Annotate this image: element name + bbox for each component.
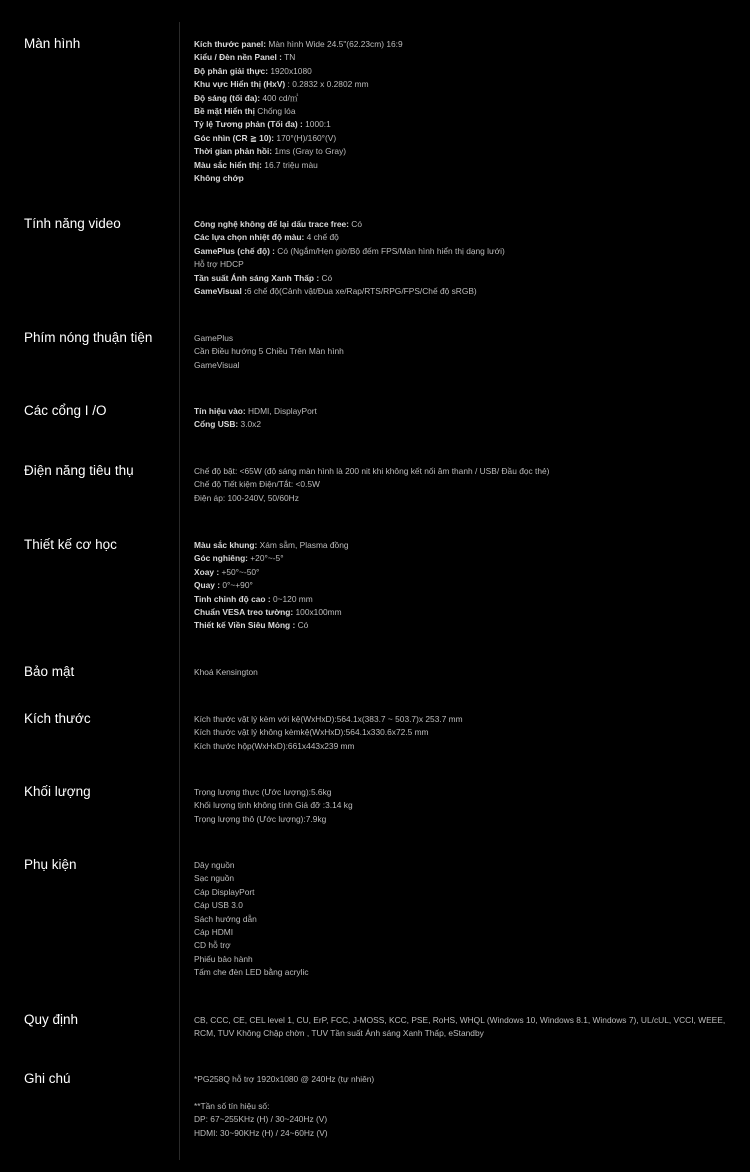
spec-value: Sạc nguồn (194, 873, 235, 884)
spec-value: GamePlus (194, 333, 234, 343)
section-heading: Điện năng tiêu thụ (24, 463, 134, 478)
spec-value: Cáp USB 3.0 (194, 900, 243, 911)
spec-line (194, 405, 740, 418)
spec-line (194, 145, 740, 158)
section-heading: Bảo mật (24, 664, 75, 679)
spec-value: Có (348, 219, 363, 229)
spec-value: : 0.2832 x 0.2802 mm (285, 79, 369, 90)
spec-value: Chế độ Tiết kiệm Điện/Tắt: <0.5W (194, 479, 320, 490)
section-content (194, 859, 740, 980)
spec-value: *PG258Q hỗ trợ 1920x1080 @ 240Hz (tự nhiên) (194, 1074, 375, 1084)
spec-line (194, 38, 740, 51)
spec-line (194, 1073, 740, 1086)
spec-value: 6 chế độ(Cảnh vật/Đua xe/Rap/RTS/RPG/FPS/Chế độ sRGB) (246, 286, 477, 297)
spec-value: Cần Điều hướng 5 Chiều Trên Màn hình (194, 346, 344, 357)
spec-value: CB, CCC, CE, CEL level 1, CU, ErP, FCC, J-MOSS, KCC, PSE, RoHS, WHQL (Windows 10, Windows 8.1, Windows 7), UL/cUL, VCCI, WEEE, RCM, TUV Không Chập chờn , TUV Tần suất Ánh sáng Xanh Thấp, eStandby (194, 1015, 726, 1039)
spec-line (194, 899, 740, 912)
spec-line (194, 332, 740, 345)
spec-value: Tấm che đèn LED bằng acrylic (194, 967, 309, 978)
section-content (194, 1073, 740, 1140)
spec-line (194, 913, 740, 926)
spec-label: Tỷ lệ Tương phản (Tối đa) : (194, 119, 303, 130)
spec-line (194, 939, 740, 952)
spec-value: +50°~-50° (219, 566, 260, 577)
spec-value: Cáp HDMI (194, 927, 234, 938)
spec-line (194, 966, 740, 979)
spec-line (194, 726, 740, 739)
spec-value: Dây nguồn (194, 860, 235, 870)
spec-line (194, 231, 740, 244)
spec-label: Chuẩn VESA treo tường: (194, 607, 294, 618)
section-content (194, 666, 740, 679)
spec-line (194, 492, 740, 505)
spec-value: 1ms (Gray to Gray) (272, 146, 347, 157)
section-heading: Thiết kế cơ học (24, 537, 117, 552)
spec-line (194, 478, 740, 491)
spec-line (194, 258, 740, 271)
spec-line (194, 619, 740, 632)
spec-value: 400 cd/㎡ (260, 92, 299, 103)
spec-line (194, 926, 740, 939)
spec-value: Có (319, 272, 333, 283)
spec-value: **Tần số tín hiệu số: (194, 1100, 270, 1111)
spec-value: Kích thước vật lý không kèmkệ(WxHxD):564.1x330.6x72.5 mm (194, 727, 429, 738)
spec-label: Công nghệ không để lại dấu trace free: (194, 219, 349, 229)
spec-value: Kích thước hộp(WxHxD):661x443x239 mm (194, 740, 355, 751)
spec-value: 16.7 triệu màu (261, 159, 318, 170)
spec-label: Khu vực Hiển thị (HxV) (194, 79, 286, 90)
spec-label: Thiết kế Viền Siêu Mỏng : (194, 620, 296, 631)
spec-line (194, 132, 740, 145)
section-content (194, 1014, 740, 1041)
spec-value: Có (Ngắm/Hẹn giờ/Bộ đếm FPS/Màn hình hiển thị dạng lưới) (274, 245, 505, 256)
spec-label: Kiểu / Đèn nền Panel : (194, 52, 282, 63)
section-content (194, 405, 740, 432)
spec-label: Không chớp (194, 173, 244, 184)
spec-line (194, 566, 740, 579)
spec-value: Hỗ trợ HDCP (194, 259, 244, 270)
spec-value: 1000:1 (302, 119, 331, 130)
spec-value: 3.0x2 (238, 419, 262, 430)
spec-line (194, 1127, 740, 1140)
spec-value: DP: 67~255KHz (H) / 30~240Hz (V) (194, 1114, 328, 1125)
spec-line (194, 813, 740, 826)
spec-line (194, 859, 740, 872)
spec-label: GamePlus (chế độ) : (194, 245, 275, 256)
spec-label: Màu sắc hiển thị: (194, 159, 262, 170)
spec-line (194, 606, 740, 619)
section-content (194, 465, 740, 505)
spec-label: Quay : (194, 580, 221, 591)
spec-line (194, 1014, 740, 1041)
spec-value: CD hỗ trợ (194, 940, 231, 951)
spec-line (194, 418, 740, 431)
spec-label: Độ phân giải thực: (194, 65, 268, 76)
spec-line (194, 786, 740, 799)
spec-value: Màn hình Wide 24.5"(62.23cm) 16:9 (266, 39, 403, 49)
spec-label: Góc nghiêng: (194, 553, 248, 564)
spec-value: GameVisual (194, 359, 240, 370)
spec-label: Tinh chỉnh độ cao : (194, 593, 271, 604)
spec-label: Độ sáng (tối đa): (194, 92, 261, 103)
spec-line (194, 539, 740, 552)
spec-line (194, 92, 740, 105)
spec-value: 0~120 mm (270, 593, 313, 604)
spec-value: Khối lượng tịnh không tính Giá đỡ :3.14 kg (194, 800, 353, 811)
spec-value: Xám sẫm, Plasma đồng (257, 540, 349, 550)
column-divider (179, 22, 180, 1160)
section-heading: Các cổng I /O (24, 403, 107, 418)
section-heading: Tính năng video (24, 216, 121, 231)
spec-line (194, 118, 740, 131)
spec-value: 170°(H)/160°(V) (274, 132, 337, 143)
section-heading: Kích thước (24, 711, 91, 726)
section-heading: Quy định (24, 1012, 79, 1027)
spec-line (194, 465, 740, 478)
section-content (194, 332, 740, 372)
spec-label: GameVisual : (194, 286, 247, 297)
spec-value: HDMI: 30~90KHz (H) / 24~60Hz (V) (194, 1127, 328, 1138)
spec-line (194, 245, 740, 258)
section-heading: Phụ kiện (24, 857, 77, 872)
section-content (194, 539, 740, 633)
spec-value: 100x100mm (293, 607, 342, 618)
section-heading: Màn hình (24, 36, 81, 51)
spec-value: Phiếu bảo hành (194, 953, 253, 964)
spec-line (194, 1113, 740, 1126)
section-content (194, 713, 740, 753)
spec-line (194, 799, 740, 812)
spec-label: Tần suất Ánh sáng Xanh Thấp : (194, 272, 320, 283)
spec-label: Góc nhìn (CR ≧ 10): (194, 132, 275, 143)
spec-value: Điện áp: 100-240V, 50/60Hz (194, 492, 299, 503)
spec-value: 4 chế độ (304, 232, 339, 243)
spec-line (194, 1100, 740, 1113)
spec-line (194, 872, 740, 885)
spec-line (194, 740, 740, 753)
spec-label: Các lựa chọn nhiệt độ màu: (194, 232, 305, 243)
spec-line (194, 172, 740, 185)
spec-value: Trọng lượng thực (Ước lượng):5.6kg (194, 787, 332, 797)
spec-line (194, 105, 740, 118)
spec-label: Tín hiệu vào: (194, 406, 246, 416)
spec-line (194, 272, 740, 285)
spec-label: Thời gian phản hồi: (194, 146, 273, 157)
spec-line (194, 65, 740, 78)
spec-value: Kích thước vật lý kèm với kệ(WxHxD):564.1x(383.7 ~ 503.7)x 253.7 mm (194, 714, 463, 724)
section-content (194, 786, 740, 826)
spec-value: 0°~+90° (220, 580, 253, 591)
spec-line (194, 359, 740, 372)
spec-line (194, 552, 740, 565)
spec-value: TN (281, 52, 296, 63)
spec-label: Xoay : (194, 566, 220, 577)
section-content (194, 38, 740, 185)
spec-line (194, 666, 740, 679)
section-content (194, 218, 740, 298)
spec-line (194, 593, 740, 606)
spec-line (194, 345, 740, 358)
section-heading: Khối lượng (24, 784, 91, 799)
spec-value: Sách hướng dẫn (194, 913, 257, 924)
spec-value: Chế độ bật: <65W (độ sáng màn hình là 200 nit khi không kết nối âm thanh / USB/ Đầu đọc thẻ) (194, 466, 550, 476)
spec-line (194, 713, 740, 726)
spec-line (194, 886, 740, 899)
spec-label: Bề mặt Hiển thị (194, 106, 255, 117)
spec-value: 1920x1080 (268, 65, 312, 76)
spec-line (194, 953, 740, 966)
spec-line (194, 579, 740, 592)
spec-line (194, 51, 740, 64)
spec-value: Khoá Kensington (194, 667, 258, 677)
spec-label: Kích thước panel: (194, 39, 267, 49)
spec-line (194, 78, 740, 91)
spec-line (194, 159, 740, 172)
spec-value: +20°~-5° (247, 553, 284, 564)
section-heading: Ghi chú (24, 1071, 71, 1086)
spec-value: HDMI, DisplayPort (245, 406, 317, 416)
spec-line (194, 218, 740, 231)
spec-label: Màu sắc khung: (194, 540, 258, 550)
spec-line (194, 285, 740, 298)
spec-label: Cổng USB: (194, 419, 239, 430)
spec-value: Cáp DisplayPort (194, 886, 255, 897)
spec-value: Chống lóa (254, 106, 296, 117)
spec-value: Trọng lượng thô (Ước lượng):7.9kg (194, 813, 327, 824)
spec-value: Có (295, 620, 309, 631)
spec-line (194, 1086, 740, 1099)
section-heading: Phím nóng thuận tiện (24, 330, 153, 345)
